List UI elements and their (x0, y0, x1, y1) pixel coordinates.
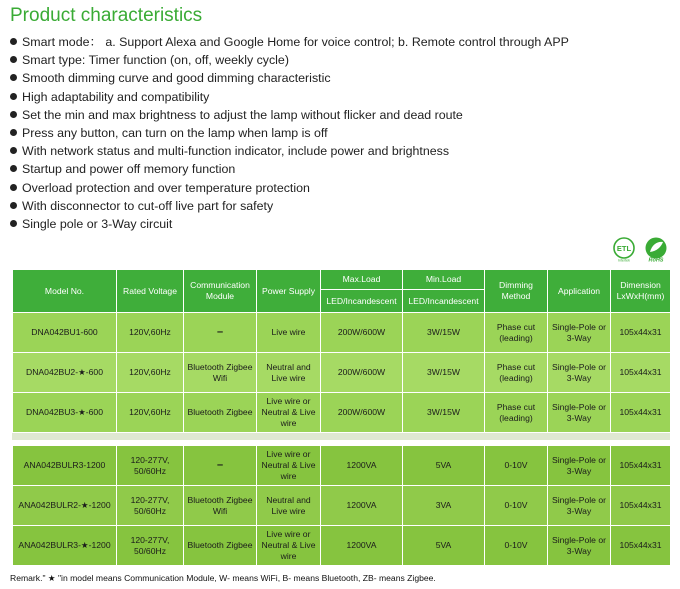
page-title: Product characteristics (10, 5, 203, 26)
header-min-load: Min.Load (403, 270, 485, 290)
bullet-icon (10, 129, 17, 136)
list-item (10, 142, 569, 160)
feature-text: Set the min and max brightness to adjust the lamp without flicker and dead route (22, 107, 463, 122)
cell-max-load: 1200VA (321, 446, 403, 486)
cell-min-load: 3W/15W (403, 353, 485, 393)
cell-comm: Bluetooth Zigbee (184, 393, 257, 433)
cell-power: Live wire (257, 313, 321, 353)
header-max-load: Max.Load (321, 270, 403, 290)
cell-model: DNA042BU2-★-600 (13, 353, 117, 393)
list-item (10, 197, 569, 215)
cell-dimension: 105x44x31 (611, 353, 671, 393)
bullet-icon (10, 56, 17, 63)
feature-list (10, 33, 569, 233)
cell-power: Live wire or Neutral & Live wire (257, 526, 321, 566)
cell-model: DNA042BU1-600 (13, 313, 117, 353)
cell-voltage: 120-277V, 50/60Hz (117, 446, 184, 486)
cell-application: Single-Pole or 3-Way (548, 393, 611, 433)
cell-min-load: 5VA (403, 526, 485, 566)
cell-dimming: Phase cut (leading) (485, 393, 548, 433)
etl-logo-text: ETL (616, 244, 632, 253)
cell-comm: – (184, 446, 257, 486)
cell-dimension: 105x44x31 (611, 486, 671, 526)
header-power: Power Supply (257, 270, 321, 313)
spec-table-ana (12, 445, 671, 566)
bullet-icon (10, 38, 17, 45)
list-item (10, 33, 569, 51)
cell-voltage: 120V,60Hz (117, 393, 184, 433)
cell-min-load: 5VA (403, 446, 485, 486)
feature-text: With disconnector to cut-off live part for safety (22, 198, 274, 213)
cell-max-load: 1200VA (321, 486, 403, 526)
etl-logo-subtext: Intertek (618, 258, 630, 262)
table-row (13, 446, 671, 486)
feature-text: With network status and multi-function indicator, include power and brightness (22, 144, 450, 159)
cell-power: Neutral and Live wire (257, 353, 321, 393)
cell-model: DNA042BU3-★-600 (13, 393, 117, 433)
list-item (10, 179, 569, 197)
cell-min-load: 3VA (403, 486, 485, 526)
bullet-icon (10, 165, 17, 172)
cell-dimension: 105x44x31 (611, 393, 671, 433)
cell-min-load: 3W/15W (403, 313, 485, 353)
remark-note: Remark." ★ "in model means Communication Module, W- means WiFi, B- means Bluetooth, ZB- means Zigbee. (10, 573, 436, 583)
cell-dimming: 0-10V (485, 446, 548, 486)
table-row (13, 353, 671, 393)
cell-application: Single-Pole or 3-Way (548, 313, 611, 353)
list-item (10, 160, 569, 178)
cell-max-load: 200W/600W (321, 393, 403, 433)
header-comm: Communication Module (184, 270, 257, 313)
cell-voltage: 120-277V, 50/60Hz (117, 486, 184, 526)
cell-application: Single-Pole or 3-Way (548, 486, 611, 526)
list-item (10, 106, 569, 124)
feature-text: Startup and power off memory function (22, 162, 236, 177)
cell-power: Neutral and Live wire (257, 486, 321, 526)
feature-text: Single pole or 3-Way circuit (22, 216, 173, 231)
feature-text: Press any button, can turn on the lamp when lamp is off (22, 125, 328, 140)
cell-max-load: 1200VA (321, 526, 403, 566)
feature-text: Smooth dimming curve and good dimming characteristic (22, 71, 331, 86)
list-item (10, 124, 569, 142)
feature-text: Overload protection and over temperature protection (22, 180, 310, 195)
cell-model: ANA042BULR3-★-1200 (13, 526, 117, 566)
cell-dimming: Phase cut (leading) (485, 353, 548, 393)
cell-dimension: 105x44x31 (611, 446, 671, 486)
spec-table-dna (12, 269, 671, 433)
header-model: Model No. (13, 270, 117, 313)
cell-max-load: 200W/600W (321, 353, 403, 393)
list-item (10, 51, 569, 69)
cell-model: ANA042BULR3-1200 (13, 446, 117, 486)
table-row (13, 313, 671, 353)
cell-voltage: 120-277V, 50/60Hz (117, 526, 184, 566)
cell-dimming: 0-10V (485, 486, 548, 526)
list-item (10, 88, 569, 106)
cell-min-load: 3W/15W (403, 393, 485, 433)
cell-max-load: 200W/600W (321, 313, 403, 353)
rohs-logo-text: RoHS (648, 257, 664, 262)
rohs-certification-icon (643, 236, 669, 262)
feature-text: High adaptability and compatibility (22, 89, 210, 104)
table-row (13, 526, 671, 566)
header-min-load-sub: LED/Incandescent (403, 290, 485, 313)
cell-voltage: 120V,60Hz (117, 353, 184, 393)
list-item (10, 69, 569, 87)
cell-dimension: 105x44x31 (611, 526, 671, 566)
cell-power: Live wire or Neutral & Live wire (257, 446, 321, 486)
header-dimension: Dimension LxWxH(mm) (611, 270, 671, 313)
cell-dimension: 105x44x31 (611, 313, 671, 353)
cell-dimming: 0-10V (485, 526, 548, 566)
bullet-icon (10, 202, 17, 209)
cell-model: ANA042BULR2-★-1200 (13, 486, 117, 526)
cell-comm: – (184, 313, 257, 353)
feature-text: Smart mode： a. Support Alexa and Google Home for voice control; b. Remote control through APP (22, 35, 569, 49)
cell-power: Live wire or Neutral & Live wire (257, 393, 321, 433)
table-row (13, 486, 671, 526)
cell-application: Single-Pole or 3-Way (548, 446, 611, 486)
header-max-load-sub: LED/Incandescent (321, 290, 403, 313)
feature-text: Smart type: Timer function (on, off, weekly cycle) (22, 53, 289, 68)
cell-dimming: Phase cut (leading) (485, 313, 548, 353)
list-item (10, 215, 569, 233)
header-voltage: Rated Voltage (117, 270, 184, 313)
bullet-icon (10, 184, 17, 191)
cell-comm: Bluetooth Zigbee (184, 526, 257, 566)
bullet-icon (10, 74, 17, 81)
header-dimming: Dimming Method (485, 270, 548, 313)
cell-comm: Bluetooth Zigbee Wifi (184, 353, 257, 393)
bullet-icon (10, 93, 17, 100)
bullet-icon (10, 111, 17, 118)
bullet-icon (10, 147, 17, 154)
cell-application: Single-Pole or 3-Way (548, 526, 611, 566)
cell-comm: Bluetooth Zigbee Wifi (184, 486, 257, 526)
table-separator (12, 433, 670, 440)
cell-voltage: 120V,60Hz (117, 313, 184, 353)
header-application: Application (548, 270, 611, 313)
table-row (13, 393, 671, 433)
etl-certification-icon (611, 236, 637, 262)
bullet-icon (10, 220, 17, 227)
cell-application: Single-Pole or 3-Way (548, 353, 611, 393)
